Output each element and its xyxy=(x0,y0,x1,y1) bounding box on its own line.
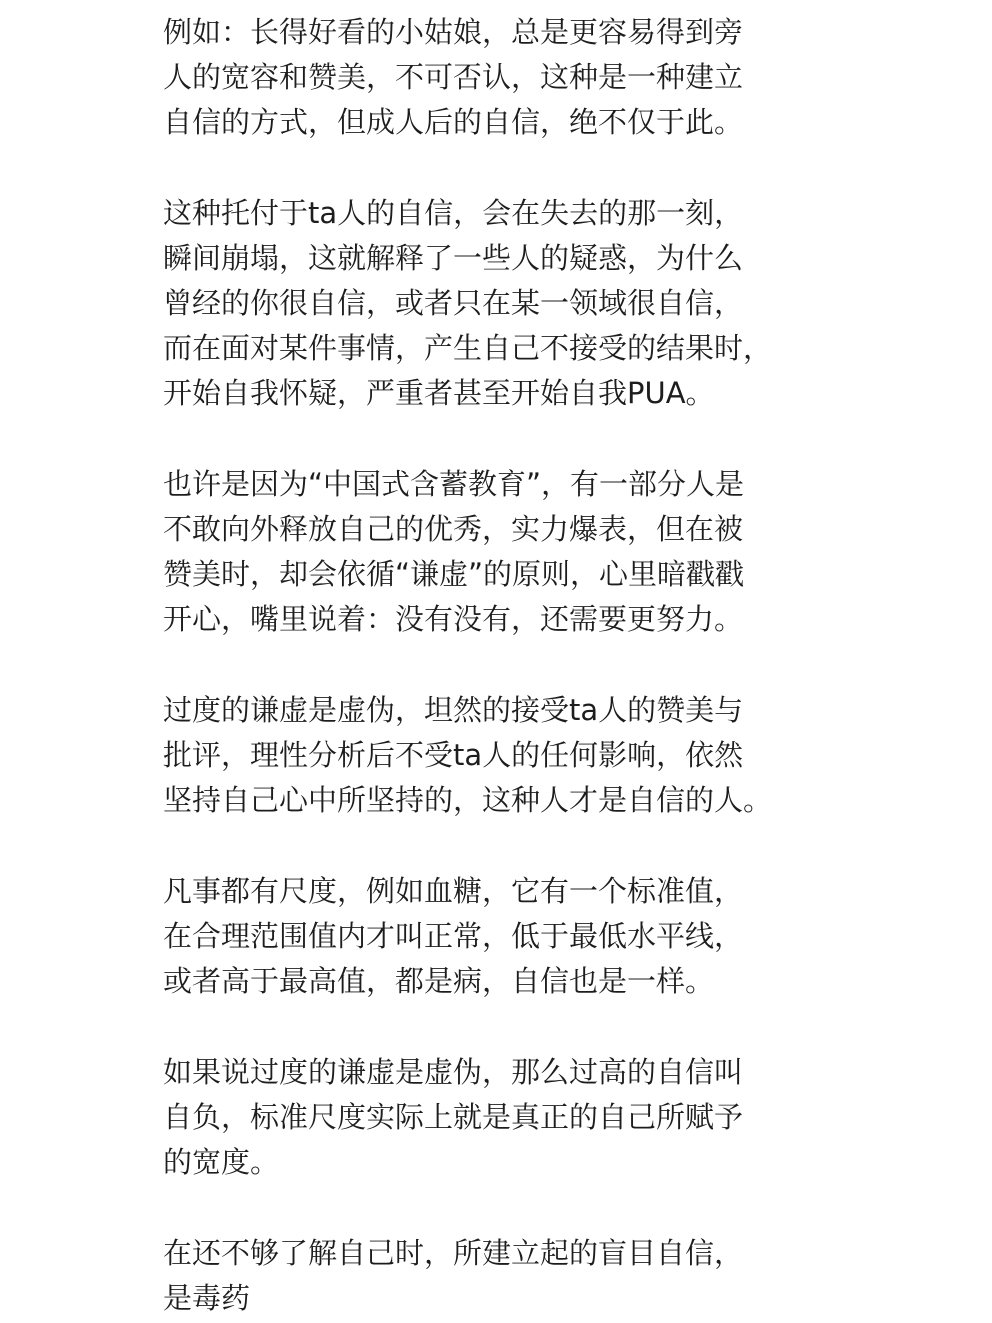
text-line: 如果说过度的谦虚是虚伪，那么过高的自信叫 xyxy=(163,1055,744,1089)
text-line: 而在面对某件事情，产生自己不接受的结果时， xyxy=(163,331,773,365)
text-line: 是毒药 xyxy=(163,1281,251,1315)
paragraph-7 xyxy=(163,1231,853,1321)
text-line: 自信的方式，但成人后的自信，绝不仅于此。 xyxy=(163,105,744,139)
text-line: 也许是因为“中国式含蓄教育”，有一部分人是 xyxy=(163,467,745,501)
paragraph-3 xyxy=(163,462,853,642)
text-line: 坚持自己心中所坚持的，这种人才是自信的人。 xyxy=(163,783,773,817)
text-line: 在合理范围值内才叫正常，低于最低水平线， xyxy=(163,919,744,953)
text-line: 自负，标准尺度实际上就是真正的自己所赋予 xyxy=(163,1100,744,1134)
text-line: 批评，理性分析后不受ta人的任何影响，依然 xyxy=(163,738,744,772)
text-line: 不敢向外释放自己的优秀，实力爆表，但在被 xyxy=(163,512,744,546)
paragraph-2 xyxy=(163,191,853,416)
text-line: 例如：长得好看的小姑娘，总是更容易得到旁 xyxy=(163,15,744,49)
text-line: 曾经的你很自信，或者只在某一领域很自信， xyxy=(163,286,744,320)
text-line: 这种托付于ta人的自信，会在失去的那一刻， xyxy=(163,196,744,230)
text-line: 瞬间崩塌，这就解释了一些人的疑惑，为什么 xyxy=(163,241,744,275)
paragraph-5 xyxy=(163,869,853,1004)
text-line: 人的宽容和赞美，不可否认，这种是一种建立 xyxy=(163,60,744,94)
text-line: 过度的谦虚是虚伪，坦然的接受ta人的赞美与 xyxy=(163,693,744,727)
text-line: 或者高于最高值，都是病，自信也是一样。 xyxy=(163,964,715,998)
paragraph-6 xyxy=(163,1050,853,1185)
text-line: 开心，嘴里说着：没有没有，还需要更努力。 xyxy=(163,602,744,636)
text-line: 在还不够了解自己时，所建立起的盲目自信， xyxy=(163,1236,744,1270)
text-line: 开始自我怀疑，严重者甚至开始自我PUA。 xyxy=(163,376,715,410)
text-line: 凡事都有尺度，例如血糖，它有一个标准值， xyxy=(163,874,744,908)
paragraph-1 xyxy=(163,10,853,145)
text-line: 的宽度。 xyxy=(163,1145,280,1179)
article-body xyxy=(163,10,853,1323)
text-line: 赞美时，却会依循“谦虚”的原则，心里暗戳戳 xyxy=(163,557,745,591)
paragraph-4 xyxy=(163,688,853,823)
